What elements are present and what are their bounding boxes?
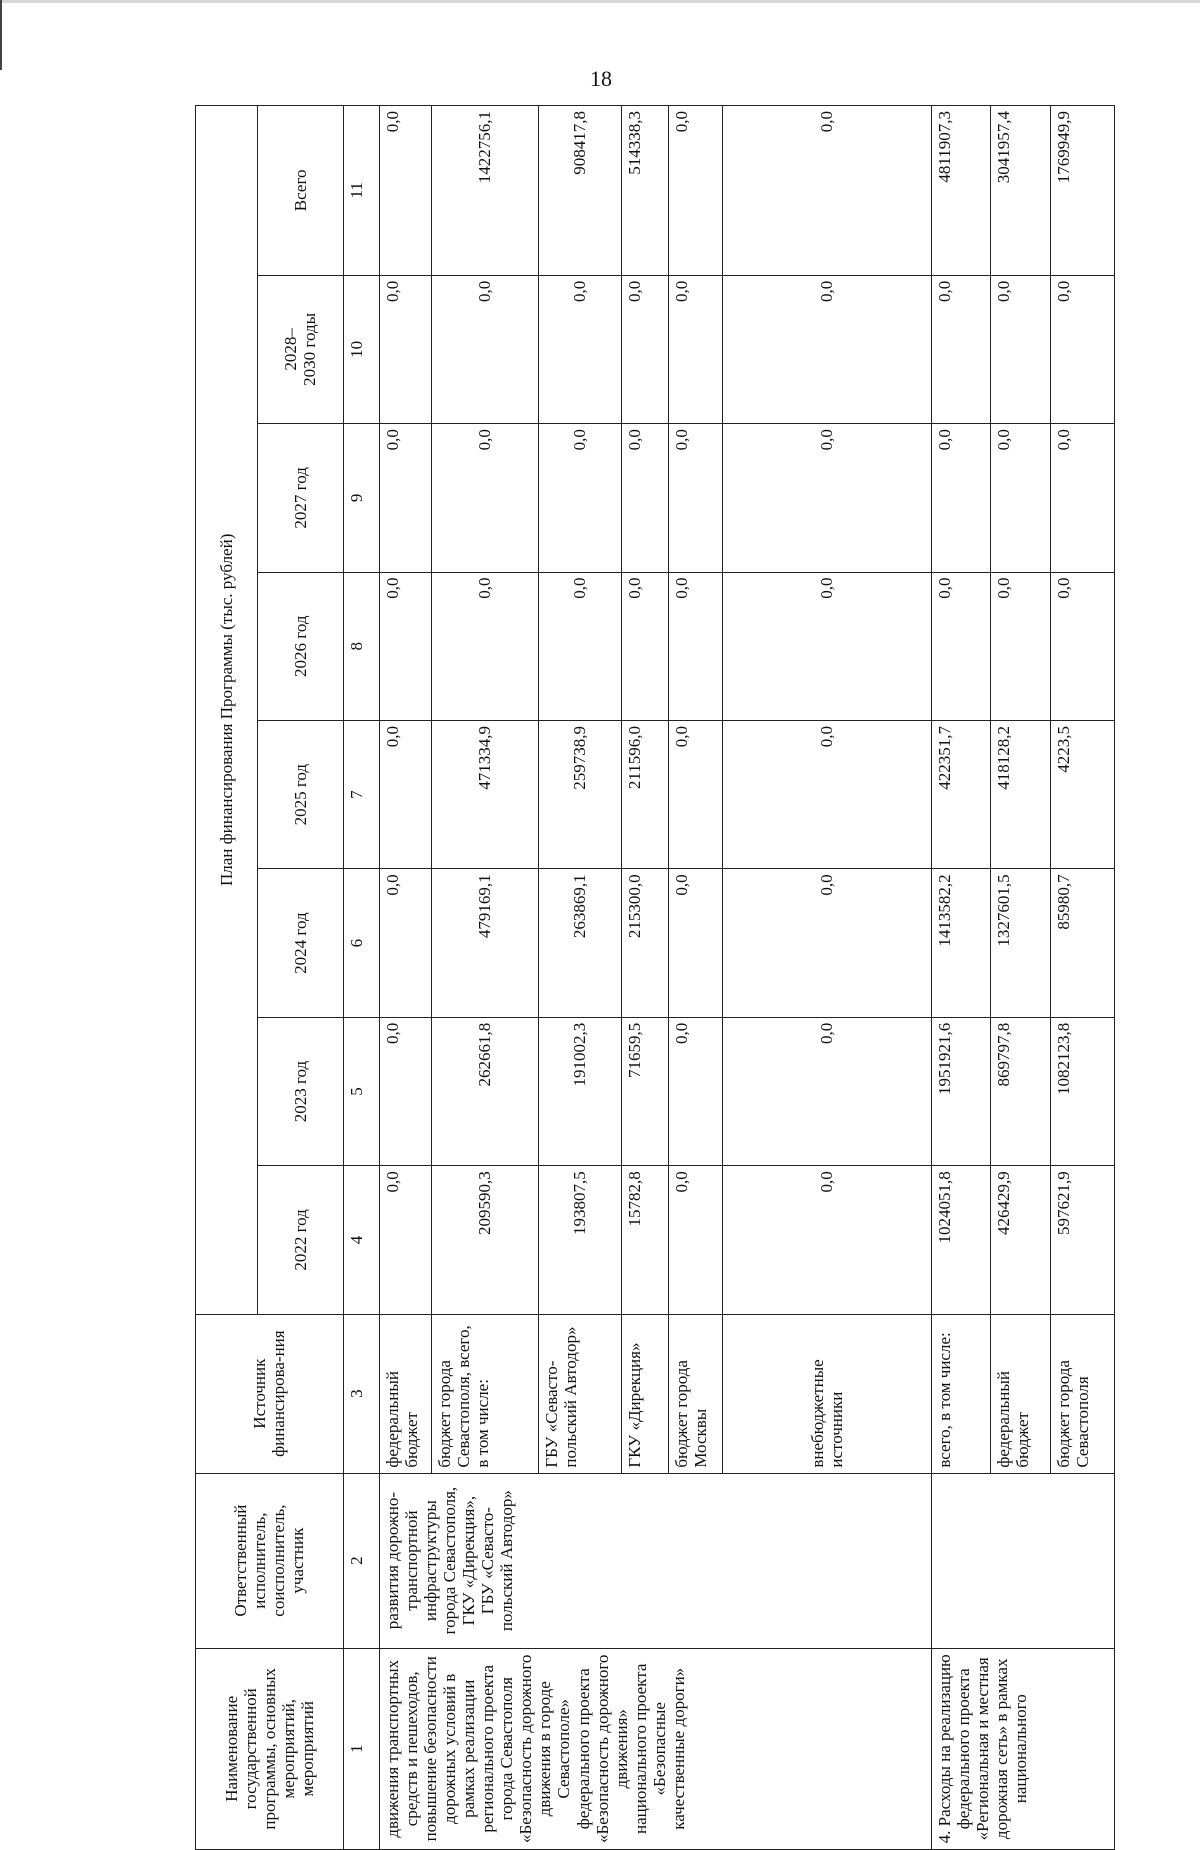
value-cell: 0,0 — [380, 869, 431, 1017]
value-cell: 215300,0 — [622, 869, 669, 1017]
header-year-2023: 2023 год — [258, 1017, 344, 1165]
event-name-cell: движения транспортных средств и пешеходов, повышение безопасности дорожных условий в рамках реализации регионального проекта города Севастополя «Безопасность дорожного движения в городе Севастополе» федерального проекта «Безопасность дорожного движения» национального проекта «Безопасные качественные дороги» — [380, 1648, 932, 1849]
value-cell: 1769949,9 — [1050, 106, 1114, 276]
value-cell: 0,0 — [622, 275, 669, 423]
table-row — [380, 106, 431, 1850]
value-cell: 259738,9 — [538, 720, 622, 868]
executor-cell: развития дорожно-транспортной инфраструктуры города Севастополя, ГКУ «Дирекция», ГБУ «Севасто-польский Автодор» — [380, 1473, 932, 1648]
value-cell: 1951921,6 — [931, 1017, 990, 1165]
header-row-1 — [196, 106, 258, 1850]
header-name: Наименование государственной программы, основных мероприятий, мероприятий — [196, 1648, 344, 1849]
header-year-2026: 2026 год — [258, 572, 344, 720]
index-cell: 1 — [343, 1648, 379, 1849]
value-cell: 869797,8 — [990, 1017, 1050, 1165]
value-cell: 0,0 — [669, 572, 723, 720]
value-cell: 4811907,3 — [931, 106, 990, 276]
value-cell: 418128,2 — [990, 720, 1050, 868]
value-cell: 0,0 — [380, 1017, 431, 1165]
index-cell: 5 — [343, 1017, 379, 1165]
value-cell: 0,0 — [431, 424, 538, 572]
source-cell: всего, в том числе: — [931, 1314, 990, 1473]
value-cell: 0,0 — [990, 424, 1050, 572]
value-cell: 262661,8 — [431, 1017, 538, 1165]
source-cell: федеральный бюджет — [990, 1314, 1050, 1473]
value-cell: 0,0 — [722, 275, 931, 423]
value-cell: 0,0 — [380, 720, 431, 868]
header-source: Источник финансирова-ния — [196, 1314, 344, 1473]
index-cell: 3 — [343, 1314, 379, 1473]
source-cell: федеральный бюджет — [380, 1314, 431, 1473]
value-cell: 3041957,4 — [990, 106, 1050, 276]
value-cell: 0,0 — [990, 275, 1050, 423]
executor-cell — [931, 1473, 1114, 1648]
header-plan: План финансирования Программы (тыс. рублей) — [196, 106, 258, 1315]
header-year-2024: 2024 год — [258, 869, 344, 1017]
index-cell: 6 — [343, 869, 379, 1017]
value-cell: 209590,3 — [431, 1166, 538, 1314]
value-cell: 1024051,8 — [931, 1166, 990, 1314]
value-cell: 0,0 — [380, 1166, 431, 1314]
value-cell: 0,0 — [722, 720, 931, 868]
value-cell: 471334,9 — [431, 720, 538, 868]
scan-edge-mark — [0, 0, 2, 70]
value-cell: 1327601,5 — [990, 869, 1050, 1017]
value-cell: 0,0 — [1050, 572, 1114, 720]
value-cell: 0,0 — [931, 424, 990, 572]
value-cell: 0,0 — [431, 275, 538, 423]
value-cell: 0,0 — [669, 720, 723, 868]
header-year-2028-2030: 2028– 2030 годы — [258, 275, 344, 423]
value-cell: 211596,0 — [622, 720, 669, 868]
value-cell: 4223,5 — [1050, 720, 1114, 868]
source-cell: ГКУ «Дирекция» — [622, 1314, 669, 1473]
value-cell: 1082123,8 — [1050, 1017, 1114, 1165]
value-cell: 0,0 — [722, 1166, 931, 1314]
index-cell: 10 — [343, 275, 379, 423]
value-cell: 0,0 — [380, 424, 431, 572]
scan-edge-line — [0, 0, 1200, 3]
value-cell: 0,0 — [669, 869, 723, 1017]
source-cell: бюджет города Москвы — [669, 1314, 723, 1473]
value-cell: 0,0 — [722, 869, 931, 1017]
header-executor: Ответственный исполнитель, соисполнитель, участник — [196, 1473, 344, 1648]
index-row — [343, 106, 379, 1850]
value-cell: 0,0 — [669, 106, 723, 276]
value-cell: 0,0 — [722, 106, 931, 276]
value-cell: 514338,3 — [622, 106, 669, 276]
table-row — [931, 106, 990, 1850]
value-cell: 0,0 — [380, 275, 431, 423]
value-cell: 1422756,1 — [431, 106, 538, 276]
value-cell: 0,0 — [1050, 275, 1114, 423]
source-cell: ГБУ «Севасто-польский Автодор» — [538, 1314, 622, 1473]
value-cell: 0,0 — [931, 275, 990, 423]
header-year-2022: 2022 год — [258, 1166, 344, 1314]
value-cell: 0,0 — [722, 424, 931, 572]
value-cell: 71659,5 — [622, 1017, 669, 1165]
index-cell: 9 — [343, 424, 379, 572]
value-cell: 0,0 — [1050, 424, 1114, 572]
source-cell: бюджет города Севастополя — [1050, 1314, 1114, 1473]
value-cell: 0,0 — [669, 275, 723, 423]
value-cell: 0,0 — [538, 424, 622, 572]
financing-plan-table — [195, 105, 1115, 1850]
value-cell: 0,0 — [931, 572, 990, 720]
value-cell: 0,0 — [722, 1017, 931, 1165]
index-cell: 2 — [343, 1473, 379, 1648]
page-number: 18 — [590, 66, 612, 91]
value-cell: 0,0 — [538, 572, 622, 720]
value-cell: 0,0 — [380, 106, 431, 276]
value-cell: 0,0 — [669, 1017, 723, 1165]
value-cell: 85980,7 — [1050, 869, 1114, 1017]
header-year-2027: 2027 год — [258, 424, 344, 572]
value-cell: 0,0 — [669, 424, 723, 572]
value-cell: 0,0 — [622, 424, 669, 572]
value-cell: 263869,1 — [538, 869, 622, 1017]
value-cell: 426429,9 — [990, 1166, 1050, 1314]
source-cell: бюджет города Севастополя, всего, в том числе: — [431, 1314, 538, 1473]
value-cell: 0,0 — [622, 572, 669, 720]
value-cell: 0,0 — [990, 572, 1050, 720]
value-cell: 597621,9 — [1050, 1166, 1114, 1314]
value-cell: 15782,8 — [622, 1166, 669, 1314]
value-cell: 0,0 — [722, 572, 931, 720]
index-cell: 7 — [343, 720, 379, 868]
index-cell: 4 — [343, 1166, 379, 1314]
value-cell: 0,0 — [380, 572, 431, 720]
source-cell: внебюджетные источники — [722, 1314, 931, 1473]
index-cell: 11 — [343, 106, 379, 276]
value-cell: 908417,8 — [538, 106, 622, 276]
header-total: Всего — [258, 106, 344, 276]
value-cell: 422351,7 — [931, 720, 990, 868]
value-cell: 479169,1 — [431, 869, 538, 1017]
value-cell: 191002,3 — [538, 1017, 622, 1165]
value-cell: 0,0 — [431, 572, 538, 720]
index-cell: 8 — [343, 572, 379, 720]
event-name-cell: 4. Расходы на реализацию федерального проекта «Региональная и местная дорожная сеть» в рамках национального — [931, 1648, 1114, 1849]
value-cell: 1413582,2 — [931, 869, 990, 1017]
rotated-table-container — [195, 105, 1115, 1850]
value-cell: 193807,5 — [538, 1166, 622, 1314]
value-cell: 0,0 — [669, 1166, 723, 1314]
header-year-2025: 2025 год — [258, 720, 344, 868]
value-cell: 0,0 — [538, 275, 622, 423]
